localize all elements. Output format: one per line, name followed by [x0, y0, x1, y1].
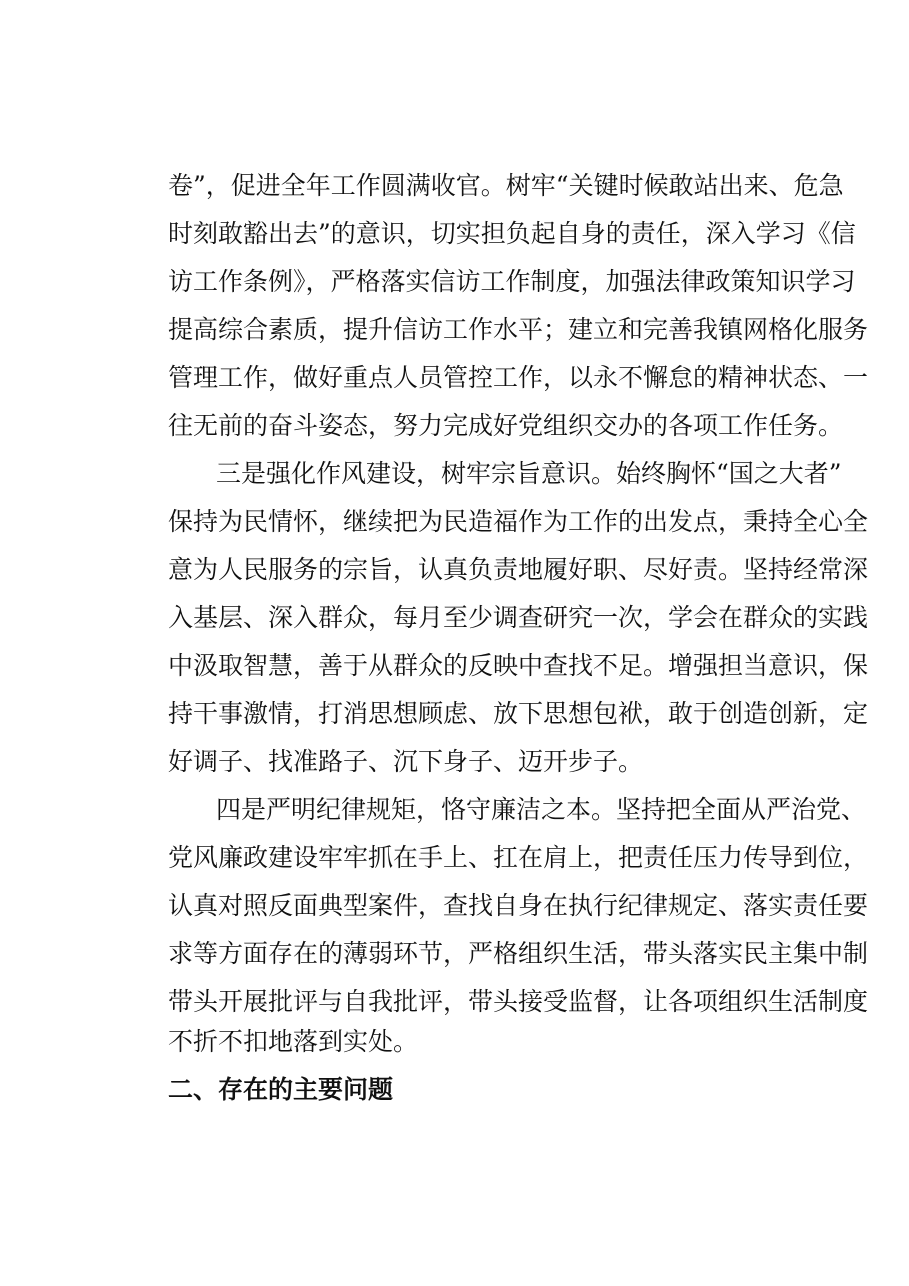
paragraph-line: 入基层、深入群众，每月至少调查研究一次，学会在群众的实践 — [168, 603, 869, 632]
paragraph-line: 四是严明纪律规矩，恪守廉洁之本。坚持把全面从严治党、 — [216, 795, 867, 824]
paragraph-line: 往无前的奋斗姿态，努力完成好党组织交办的各项工作任务。 — [168, 411, 844, 440]
paragraph-line: 提高综合素质，提升信访工作水平；建立和完善我镇网格化服务 — [168, 315, 869, 344]
paragraph-line: 不折不扣地落到实处。 — [168, 1027, 419, 1056]
paragraph-line: 卷”，促进全年工作圆满收官。树牢“关键时候敢站出来、危急 — [168, 171, 844, 200]
paragraph-line: 带头开展批评与自我批评，带头接受监督，让各项组织生活制度 — [168, 987, 869, 1016]
paragraph-line: 管理工作，做好重点人员管控工作，以永不懈怠的精神状态、一 — [168, 363, 869, 392]
section-heading: 二、存在的主要问题 — [168, 1075, 394, 1104]
paragraph-line: 保持为民情怀，继续把为民造福作为工作的出发点，秉持全心全 — [168, 507, 869, 536]
paragraph-line: 三是强化作风建设，树牢宗旨意识。始终胸怀“国之大者” — [216, 459, 842, 488]
paragraph-line: 认真对照反面典型案件，查找自身在执行纪律规定、落实责任要 — [168, 891, 869, 920]
paragraph-line: 求等方面存在的薄弱环节，严格组织生活，带头落实民主集中制 — [168, 939, 869, 968]
paragraph-line: 好调子、找准路子、沉下身子、迈开步子。 — [168, 747, 644, 776]
paragraph-line: 中汲取智慧，善于从群众的反映中查找不足。增强担当意识，保 — [168, 651, 869, 680]
paragraph-line: 党风廉政建设牢牢抓在手上、扛在肩上，把责任压力传导到位， — [168, 843, 869, 872]
paragraph-line: 持干事激情，打消思想顾虑、放下思想包袱，敢于创造创新，定 — [168, 699, 869, 728]
paragraph-line: 意为人民服务的宗旨，认真负责地履好职、尽好责。坚持经常深 — [168, 555, 869, 584]
paragraph-line: 访工作条例》，严格落实信访工作制度，加强法律政策知识学习 — [168, 267, 856, 296]
paragraph-line: 时刻敢豁出去”的意识，切实担负起自身的责任，深入学习《信 — [168, 219, 856, 248]
